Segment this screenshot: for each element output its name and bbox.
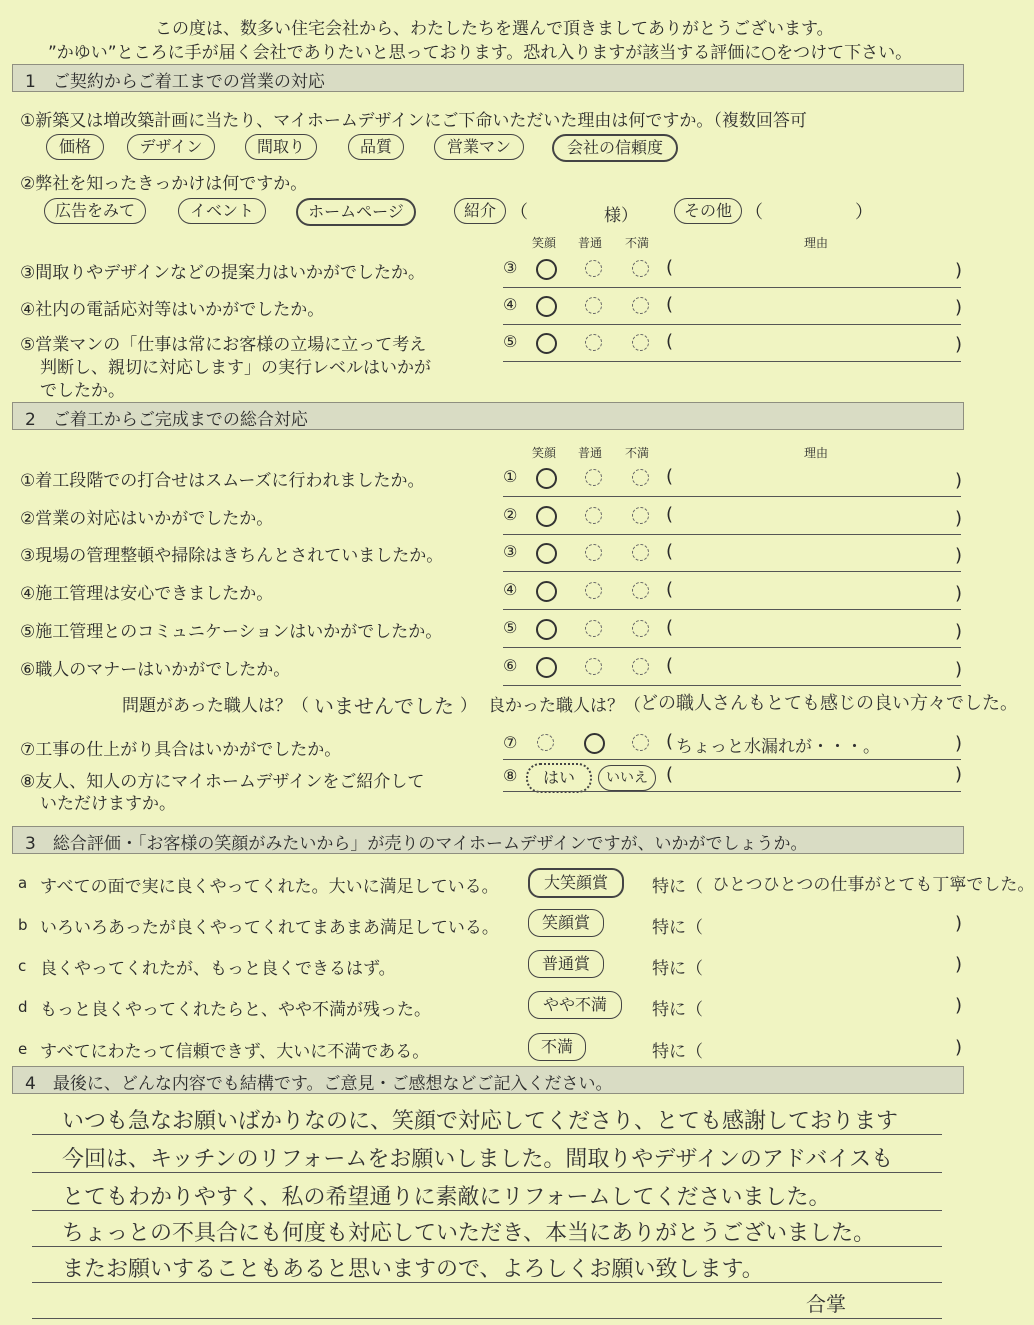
comment-rule-5 <box>32 1282 942 1283</box>
p2-q5-num: ⑤ <box>503 618 518 637</box>
p2-q1-reason-close: ) <box>955 470 963 491</box>
craftsmen-problem-label: 問題があった職人は？（ <box>122 696 309 716</box>
p2-q1-underline <box>503 496 961 497</box>
p1-q3-text: ③間取りやデザインなどの提案力はいかがでしたか。 <box>20 263 426 283</box>
q2-option-homepage[interactable]: ホームページ <box>296 198 416 226</box>
award-b-badge[interactable]: 笑顔賞 <box>528 909 604 937</box>
comment-line-4: ちょっとの不具合にも何度も対応していただき、本当にありがとうございました。 <box>62 1221 876 1246</box>
p1-q4-underline <box>503 324 961 325</box>
q7-normal-circle[interactable] <box>584 733 605 754</box>
q7-unsatisfied-circle[interactable] <box>632 734 649 751</box>
q7-reason-close: ) <box>955 733 963 754</box>
p2-q5-unsatisfied-circle[interactable] <box>632 620 649 637</box>
award-a-text: すべての面で実に良くやってくれた。大いに満足している。 <box>40 877 499 897</box>
craftsmen-good-answer: どの職人さんもとても感じの良い方々でした。 <box>640 693 1018 714</box>
award-c-text: 良くやってくれたが、もっと良くできるはず。 <box>40 959 396 979</box>
p2-q3-smile-circle[interactable] <box>536 543 557 564</box>
award-a-answer: ひとつひとつの仕事がとても丁寧でした。 <box>712 875 1034 895</box>
award-c-close: ) <box>955 954 963 975</box>
p2-q2-unsatisfied-circle[interactable] <box>632 507 649 524</box>
p1-q4-unsatisfied-circle[interactable] <box>632 297 649 314</box>
award-c-letter: c <box>18 957 27 975</box>
award-e-letter: e <box>18 1040 28 1058</box>
comment-line-5: またお願いすることもあると思いますので、よろしくお願い致します。 <box>62 1257 764 1282</box>
p1-q5-reason-close: ) <box>955 334 963 355</box>
p2-q4-unsatisfied-circle[interactable] <box>632 582 649 599</box>
p2-q2-reason-open: ( <box>666 504 674 525</box>
q8-reason-close: ) <box>955 764 963 785</box>
p1-q5-reason-open: ( <box>666 331 674 352</box>
rating-label-reason: 理由 <box>804 236 829 250</box>
q8-yes-option[interactable]: はい <box>526 763 592 793</box>
p1-q3-smile-circle[interactable] <box>536 259 557 280</box>
comment-rule-4 <box>32 1246 942 1247</box>
p2-q6-underline <box>503 685 961 686</box>
award-b-tokuni: 特に（ <box>652 918 703 938</box>
q1-option-floorplan[interactable]: 間取り <box>245 134 317 160</box>
q2-option-ad[interactable]: 広告をみて <box>44 198 146 224</box>
p2-q5-underline <box>503 647 961 648</box>
p2-q5-reason-close: ) <box>955 621 963 642</box>
p1-q3-unsatisfied-circle[interactable] <box>632 260 649 277</box>
q7-text: ⑦工事の仕上がり具合はいかがでしたか。 <box>20 740 342 760</box>
p2-q2-reason-close: ) <box>955 508 963 529</box>
award-d-tokuni: 特に（ <box>652 1000 703 1020</box>
award-d-letter: d <box>18 998 28 1016</box>
q7-reason-answer: ちょっと水漏れが・・・。 <box>676 737 880 757</box>
award-c-tokuni: 特に（ <box>652 959 703 979</box>
q2-option-referral[interactable]: 紹介 <box>454 198 506 224</box>
comment-line-1: いつも急なお願いばかりなのに、笑顔で対応してくださり、とても感謝しております <box>62 1109 899 1134</box>
p2-q2-normal-circle[interactable] <box>585 507 602 524</box>
p1-q4-smile-circle[interactable] <box>536 296 557 317</box>
award-a-tokuni: 特に（ <box>652 877 703 897</box>
p1-q5-normal-circle[interactable] <box>585 334 602 351</box>
award-b-text: いろいろあったが良くやってくれてまあまあ満足している。 <box>40 918 499 938</box>
p2-q3-underline <box>503 571 961 572</box>
p2-q1-unsatisfied-circle[interactable] <box>632 469 649 486</box>
q7-smile-circle[interactable] <box>537 734 554 751</box>
p2-q4-num: ④ <box>503 580 518 599</box>
comment-rule-1 <box>32 1134 942 1135</box>
p2-q3-reason-close: ) <box>955 545 963 566</box>
craftsmen-problem-close: ） <box>460 696 477 716</box>
p1-q5-text-3: でしたか。 <box>40 381 125 401</box>
section-1-header: 1 ご契約からご着工までの営業の対応 <box>12 64 964 92</box>
p2-q3-normal-circle[interactable] <box>585 544 602 561</box>
p1-q4-reason-open: ( <box>666 294 674 315</box>
award-e-badge[interactable]: 不満 <box>528 1033 586 1061</box>
p1-q4-num: ④ <box>503 295 518 314</box>
q8-text-2: いただけますか。 <box>40 794 176 814</box>
p1-q5-text-1: ⑤営業マンの「仕事は常にお客様の立場に立って考え <box>20 335 427 355</box>
award-b-letter: b <box>18 916 28 934</box>
p2-q6-reason-open: ( <box>666 655 674 676</box>
p2-q4-reason-open: ( <box>666 579 674 600</box>
section-3-header: 3 総合評価・「お客様の笑顔がみたいから」が売りのマイホームデザインですが、いかがでしょうか。 <box>12 826 964 854</box>
p2-q6-smile-circle[interactable] <box>536 657 557 678</box>
award-a-letter: a <box>18 874 28 892</box>
craftsmen-problem-answer: いませんでした <box>314 694 454 718</box>
p2-q3-unsatisfied-circle[interactable] <box>632 544 649 561</box>
p2-q2-num: ② <box>503 505 518 524</box>
q2-option-other[interactable]: その他 <box>674 198 742 224</box>
p1-q4-reason-close: ) <box>955 297 963 318</box>
award-b-close: ) <box>955 913 963 934</box>
q1-option-price[interactable]: 価格 <box>46 134 104 160</box>
q2-sama: 様） <box>604 206 638 226</box>
p2-q5-smile-circle[interactable] <box>536 619 557 640</box>
p2-q4-smile-circle[interactable] <box>536 581 557 602</box>
comment-line-3: とてもわかりやすく、私の希望通りに素敵にリフォームしてくださいました。 <box>62 1185 831 1210</box>
p1-q5-text-2: 判断し、親切に対応します」の実行レベルはいかが <box>40 358 431 378</box>
p1-q4-text: ④社内の電話応対等はいかがでしたか。 <box>20 300 325 320</box>
q2-other-open: （ <box>745 202 763 223</box>
p1-q5-smile-circle[interactable] <box>536 333 557 354</box>
rating-label-normal: 普通 <box>578 236 603 250</box>
q8-reason-open: ( <box>666 764 674 785</box>
p2-q5-text: ⑤施工管理とのコミュニケーションはいかがでしたか。 <box>20 622 443 642</box>
p1-q3-num: ③ <box>503 258 518 277</box>
comment-rule-2 <box>32 1172 942 1173</box>
p2-q1-smile-circle[interactable] <box>536 468 557 489</box>
comment-line-2: 今回は、キッチンのリフォームをお願いしました。間取りやデザインのアドバイスも <box>62 1147 894 1172</box>
q8-underline <box>503 791 961 792</box>
rating-label-reason-2: 理由 <box>804 446 829 460</box>
craftsmen-good-label: 良かった職人は？（ <box>488 696 641 716</box>
p2-q1-num: ① <box>503 467 518 486</box>
p1-q5-underline <box>503 361 961 362</box>
p2-q4-reason-close: ) <box>955 583 963 604</box>
p2-q2-text: ②営業の対応はいかがでしたか。 <box>20 509 274 529</box>
p2-q5-normal-circle[interactable] <box>585 620 602 637</box>
p2-q6-reason-close: ) <box>955 659 963 680</box>
intro-line-2: ”かゆい”ところに手が届く会社でありたいと思っております。恐れ入りますが該当する評価に○をつけて下さい。 <box>48 43 913 63</box>
award-d-text: もっと良くやってくれたらと、やや不満が残った。 <box>40 1000 431 1020</box>
q1-option-trust[interactable]: 会社の信頼度 <box>552 134 678 162</box>
comment-rule-6 <box>32 1318 942 1319</box>
p2-q6-text: ⑥職人のマナーはいかがでしたか。 <box>20 660 291 680</box>
award-a-badge[interactable]: 大笑顔賞 <box>528 868 624 898</box>
q8-no-option[interactable]: いいえ <box>598 765 656 791</box>
q1-option-salesman[interactable]: 営業マン <box>434 134 524 160</box>
p2-q6-unsatisfied-circle[interactable] <box>632 658 649 675</box>
award-e-text: すべてにわたって信頼できず、大いに不満である。 <box>40 1042 430 1062</box>
p2-q5-reason-open: ( <box>666 617 674 638</box>
p1-q3-underline <box>503 287 961 288</box>
p2-q6-normal-circle[interactable] <box>585 658 602 675</box>
p2-q4-underline <box>503 609 961 610</box>
award-d-close: ) <box>955 995 963 1016</box>
award-e-close: ) <box>955 1037 963 1058</box>
p2-q3-reason-open: ( <box>666 541 674 562</box>
p2-q4-text: ④施工管理は安心できましたか。 <box>20 584 274 604</box>
q7-reason-open: ( <box>666 731 674 752</box>
award-e-tokuni: 特に（ <box>652 1042 703 1062</box>
p2-q1-reason-open: ( <box>666 466 674 487</box>
rating-label-unsatisfied-2: 不満 <box>625 446 650 460</box>
intro-line-1: この度は、数多い住宅会社から、わたしたちを選んで頂きましてありがとうございます。 <box>155 19 834 39</box>
q2-option-event[interactable]: イベント <box>178 198 266 224</box>
rating-label-unsatisfied: 不満 <box>625 236 650 250</box>
q8-text-1: ⑧友人、知人の方にマイホームデザインをご紹介して <box>20 772 425 792</box>
rating-label-normal-2: 普通 <box>578 446 603 460</box>
q2-referral-open: （ <box>510 202 528 223</box>
p2-q1-text: ①着工段階での打合せはスムーズに行われましたか。 <box>20 471 425 491</box>
comment-rule-3 <box>32 1210 942 1211</box>
p2-q3-num: ③ <box>503 542 518 561</box>
p1-q4-normal-circle[interactable] <box>585 297 602 314</box>
p1-q5-unsatisfied-circle[interactable] <box>632 334 649 351</box>
q1-question: ①新築又は増改築計画に当たり、マイホームデザインにご下命いただいた理由は何ですか。（複数回答可 <box>20 111 807 131</box>
comment-signature: 合掌 <box>806 1292 846 1316</box>
p2-q2-smile-circle[interactable] <box>536 506 557 527</box>
q8-num: ⑧ <box>503 766 518 785</box>
p1-q3-reason-close: ) <box>955 260 963 281</box>
section-4-header: 4 最後に、どんな内容でも結構です。ご意見・ご感想などご記入ください。 <box>12 1066 964 1094</box>
rating-label-smile: 笑顔 <box>532 236 557 250</box>
q7-underline <box>503 759 961 760</box>
p2-q4-normal-circle[interactable] <box>585 582 602 599</box>
q1-option-design[interactable]: デザイン <box>127 134 215 160</box>
p1-q3-normal-circle[interactable] <box>585 260 602 277</box>
rating-label-smile-2: 笑顔 <box>532 446 557 460</box>
p2-q2-underline <box>503 534 961 535</box>
p2-q3-text: ③現場の管理整頓や掃除はきちんとされていましたか。 <box>20 546 444 566</box>
p2-q6-num: ⑥ <box>503 656 518 675</box>
award-c-badge[interactable]: 普通賞 <box>528 950 604 978</box>
p1-q5-num: ⑤ <box>503 332 518 351</box>
section-2-header: 2 ご着工からご完成までの総合対応 <box>12 402 964 430</box>
p2-q1-normal-circle[interactable] <box>585 469 602 486</box>
q2-other-close: ） <box>855 202 873 223</box>
award-d-badge[interactable]: やや不満 <box>528 991 622 1019</box>
q1-option-quality[interactable]: 品質 <box>348 134 404 160</box>
q2-question: ②弊社を知ったきっかけは何ですか。 <box>20 174 308 194</box>
p1-q3-reason-open: ( <box>666 257 674 278</box>
q7-num: ⑦ <box>503 733 518 752</box>
